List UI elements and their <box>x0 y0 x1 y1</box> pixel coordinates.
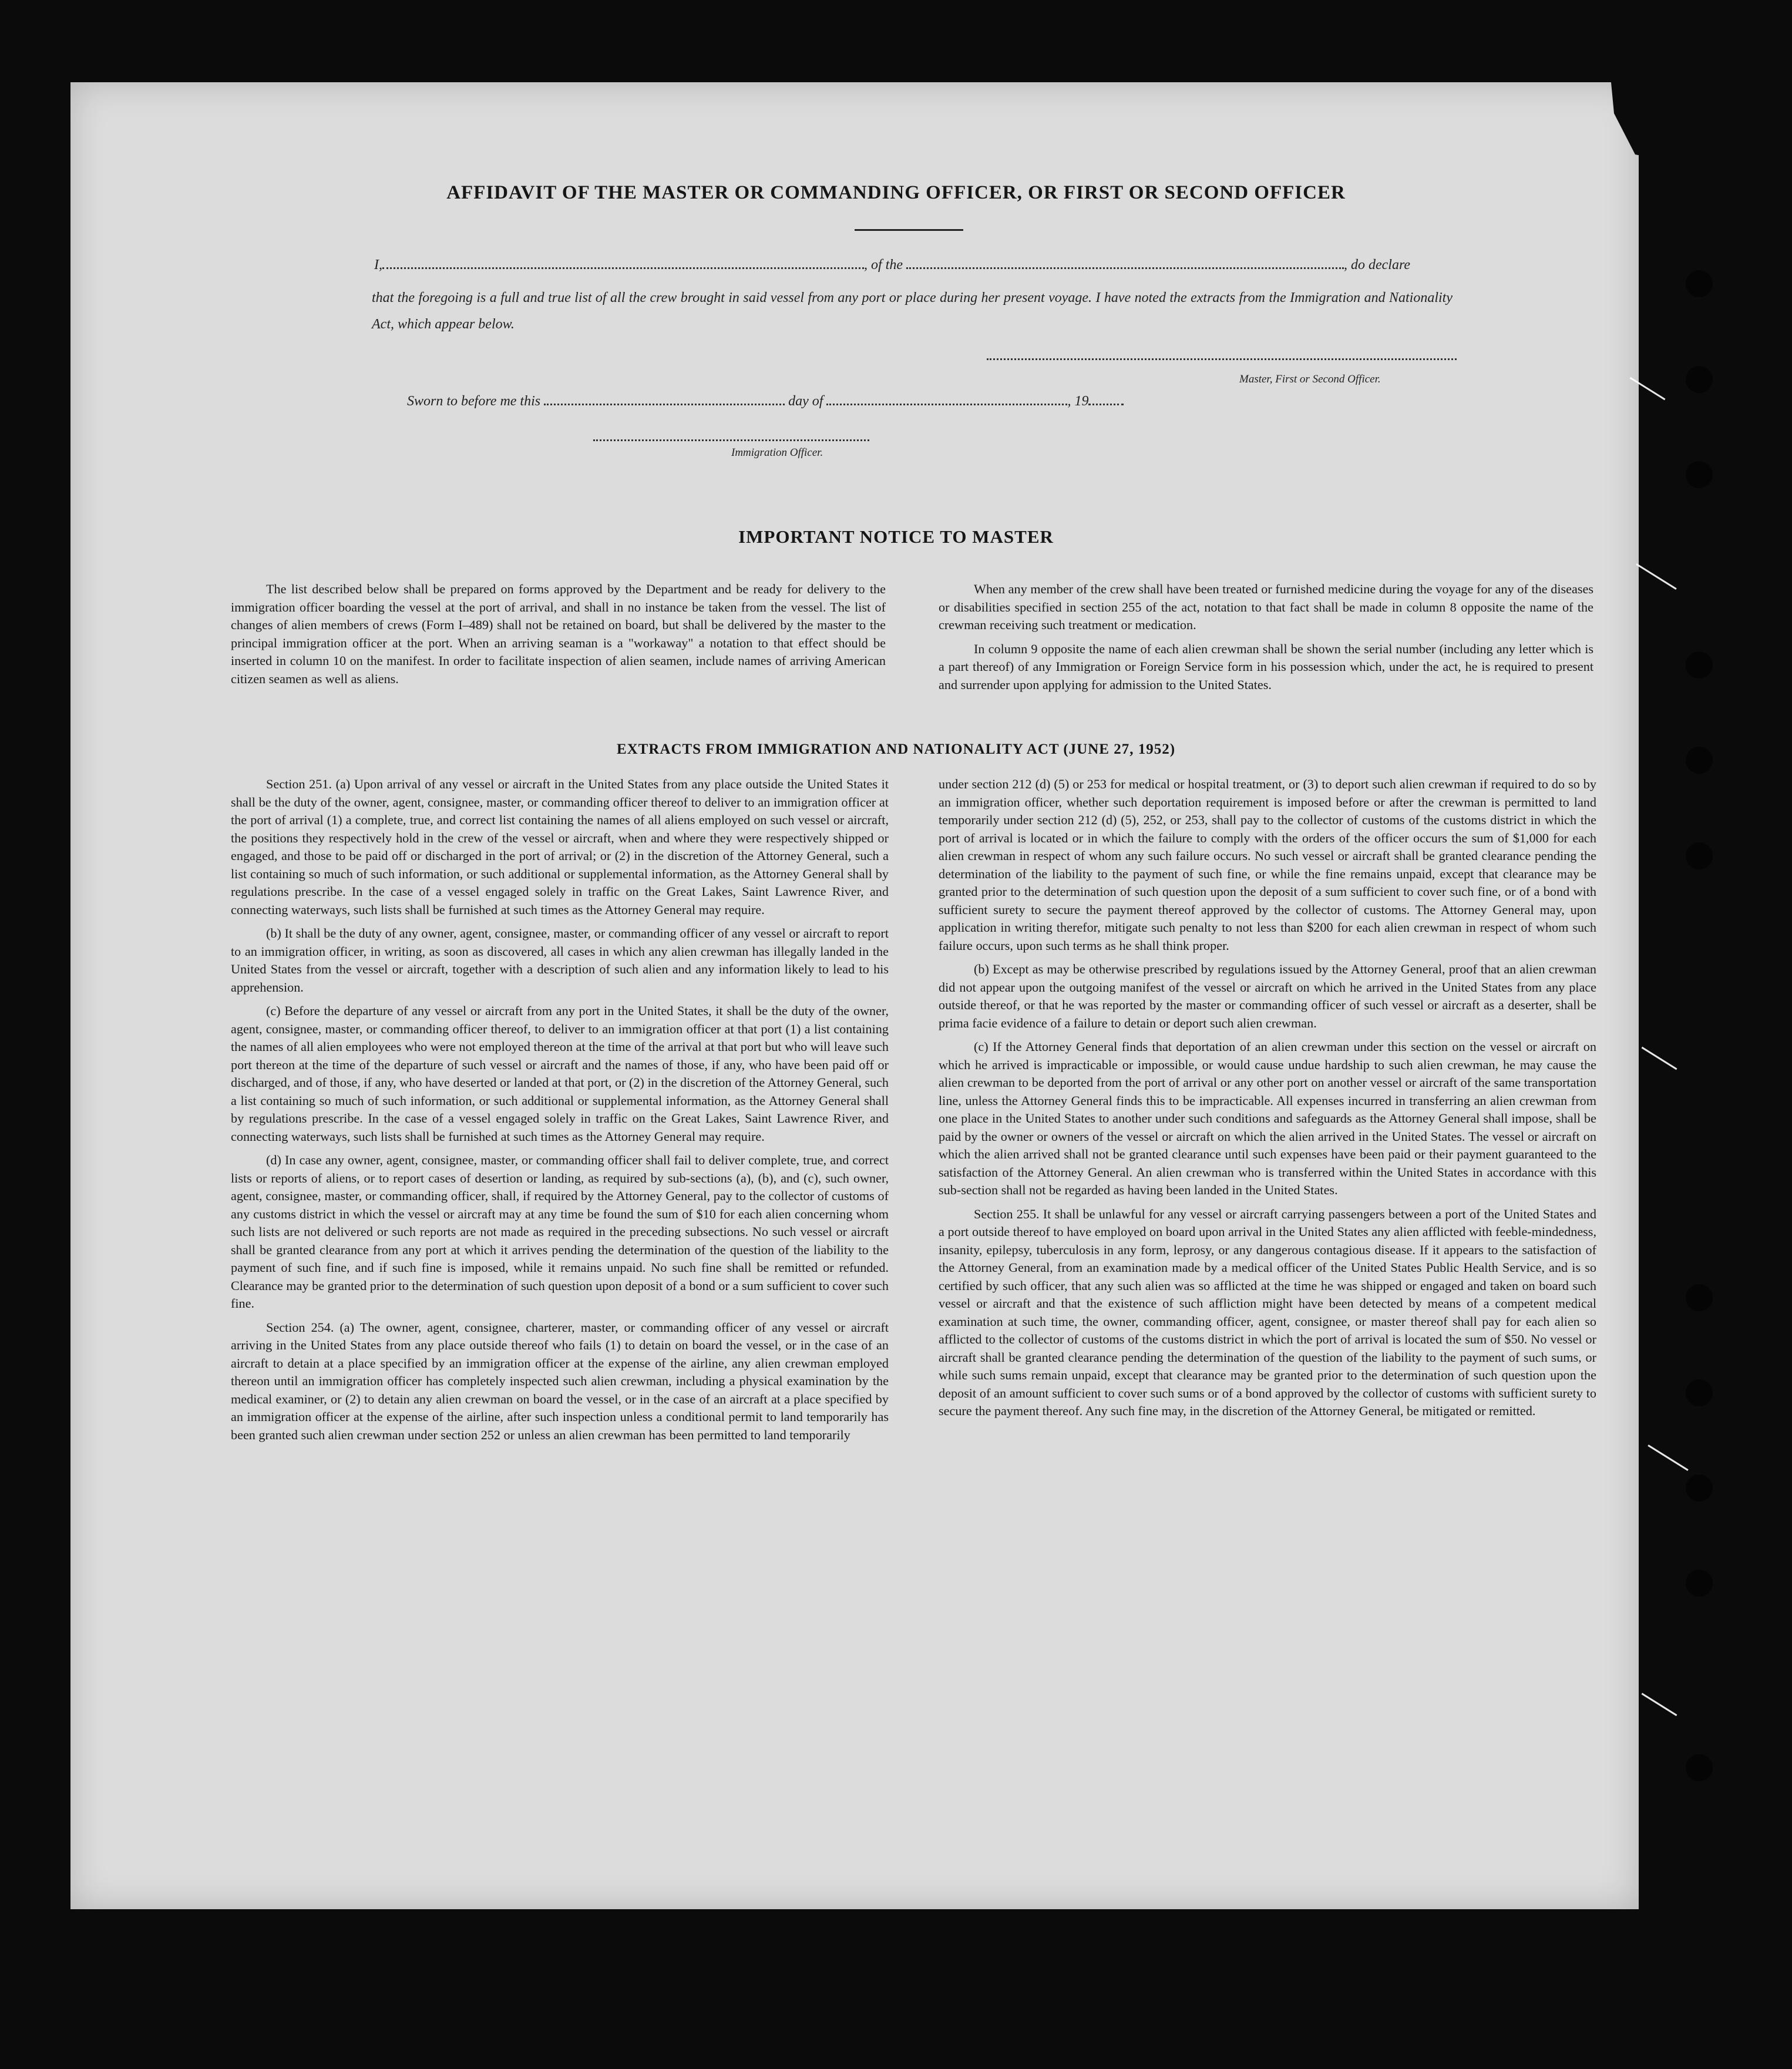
declaration-text: that the foregoing is a full and true list of all the crew brought in said vessel from any port or place during her present voyage. I have noted the extracts from the Immigration and Nationality Act, which appear below. <box>372 290 1453 332</box>
sworn-line <box>407 394 1124 409</box>
do-declare-label: , do declare <box>1344 257 1411 273</box>
master-signature-field[interactable] <box>987 358 1457 360</box>
immigration-officer-caption: Immigration Officer. <box>731 446 823 459</box>
section-254-c: (c) If the Attorney General finds that deportation of an alien crewman under this section on the vessel or aircraft on which he arrived is impracticable or impossible, or would cause undue hardship to such alien crewman, he may cause the alien crewman to be deported from the port of arrival or any other port on another vessel or aircraft of the same transportation line, unless the Attorney General finds this to be impracticable. All expenses incurred in transferring an alien crewman from one place in the United States to another under such conditions and safeguards as the Attorney General shall impose, shall be paid by the owner or owners of the vessel or aircraft on which the alien arrived in the United States. The vessel or aircraft on which the alien arrived shall not be granted clearance until such expenses have been paid or their payment guaranteed to the satisfaction of the Attorney General. An alien crewman who is transferred within the United States in accordance with this sub-section shall not be regarded as having been landed in the United States. <box>939 1039 1596 1197</box>
scan-streak <box>1636 563 1676 590</box>
section-254-a: Section 254. (a) The owner, agent, consignee, charterer, master, or commanding officer of any vessel or aircraft arriving in the United States from any place outside thereof who fails (1) to detain on board the vessel, or in the case of an aircraft to detain at a place specified by an immigration officer at the expense of the airline, any alien crewman employed thereon until an immigration officer has completely inspected such alien crewman, including a physical examination by the medical examiner, or (2) to detain any alien crewman on board the vessel, or in the case of an aircraft at a place specified by an immigration officer at the expense of the airline, after such inspection unless a conditional permit to land temporarily has been granted such alien crewman under section 252 or unless an alien crewman has been permitted to land temporarily <box>231 1319 889 1442</box>
section-251-b: (b) It shall be the duty of any owner, agent, consignee, master, or commanding officer of any vessel or aircraft to report to an immigration officer, in writing, as soon as discovered, all cases in which any alien crewman has illegally landed in the United States from the vessel or aircraft, together with a description of such alien and any information likely to lead to his apprehension. <box>231 926 889 995</box>
notice-title: IMPORTANT NOTICE TO MASTER <box>738 526 1054 547</box>
immigration-officer-field[interactable] <box>593 439 869 441</box>
punch-hole <box>1686 1284 1713 1311</box>
sworn-day-field[interactable] <box>544 404 785 405</box>
punch-hole <box>1686 366 1713 393</box>
notice-right-paragraph-2: In column 9 opposite the name of each alien crewman shall be shown the serial number (including any letter which is a part thereof) of any Immigration or Foreign Service form in his possession which, under the act, he is required to present and surrender upon applying for admission to the United States. <box>939 641 1593 692</box>
sworn-year-field[interactable] <box>1088 404 1124 405</box>
scan-streak <box>1642 1047 1677 1070</box>
punch-hole <box>1686 1754 1713 1781</box>
section-251-d: (d) In case any owner, agent, consignee, master, or commanding officer shall fail to deliver complete, true, and correct lists or reports of aliens, or to report cases of desertion or landing, as required by sub-sections (a), (b), and (c), such owner, agent, consignee, master, or commanding officer, shall, if required by the Attorney General, pay to the collector of customs of any customs district in which the vessel or aircraft may at any time be found the sum of $10 for each alien concerning whom such lists are not delivered or such reports are not made as required in the preceding subsections. No such vessel or aircraft shall be granted clearance from any port at which it arrives pending the determination of the question of the liability to the payment of such fine, and if such fine is imposed, while it remains unpaid. No such fine shall be remitted or refunded. Clearance may be granted prior to the determination of such question upon deposit of a bond or a sum sufficient to cover such fine. <box>231 1153 889 1311</box>
name-field[interactable] <box>382 267 864 269</box>
punch-hole <box>1686 270 1713 297</box>
section-254-b: (b) Except as may be otherwise prescribed by regulations issued by the Attorney General, proof that an alien crewman did not appear upon the outgoing manifest of the vessel or aircraft on which he arrived in the United States from any place outside thereof, or that he was reported by the master or commanding officer of such vessel or aircraft as a deserter, shall be prima facie evidence of a failure to detain or deport such alien crewman. <box>939 962 1596 1030</box>
punch-hole <box>1686 1570 1713 1597</box>
notice-right-column <box>939 580 1593 694</box>
punch-hole <box>1686 1379 1713 1406</box>
year-label: , 19 <box>1067 394 1089 409</box>
notice-left-paragraph: The list described below shall be prepared on forms approved by the Department and be ready for delivery to the immigration officer boarding the vessel at the port of arrival, and shall in no instance be taken from the vessel. The list of changes of alien members of crews (Form I–489) shall not be retained on board, but shall be delivered by the master to the principal immigration officer at the port. When an arriving seaman is a "workaway" a notation to that effect should be inserted in column 10 on the manifest. In order to facilitate inspection of alien seamen, include names of arriving American citizen seamen as well as aliens. <box>231 582 886 686</box>
master-signature-caption: Master, First or Second Officer. <box>1239 373 1381 385</box>
vessel-field[interactable] <box>906 267 1344 269</box>
scan-streak <box>1648 1445 1688 1471</box>
affidavit-title: AFFIDAVIT OF THE MASTER OR COMMANDING OFFICER, OR FIRST OR SECOND OFFICER <box>446 182 1346 203</box>
section-251-a: Section 251. (a) Upon arrival of any vessel or aircraft in the United States from any place outside the United States it shall be the duty of the owner, agent, consignee, master, or commanding officer thereof to deliver to an immigration officer at the port of arrival (1) a complete, true, and correct list containing the names of all aliens employed on such vessel or aircraft, the positions they respectively hold in the crew of the vessel or aircraft, when and where they were respectively shipped or engaged, and those to be paid off or discharged in the port of arrival; or (2) in the discretion of the Attorney General, such a list containing so much of such information, or such additional or supplemental information, as the Attorney General shall by regulations prescribe. In the case of a vessel engaged solely in traffic on the Great Lakes, Saint Lawrence River, and connecting waterways, such lists shall be furnished at such times as the Attorney General may require. <box>231 777 889 917</box>
scan-streak <box>1642 1693 1677 1717</box>
notice-right-paragraph-1: When any member of the crew shall have been treated or furnished medicine during the voyage for any of the diseases or disabilities specified in section 255 of the act, notation to that fact shall be made in column 8 opposite the name of the crewman receiving such treatment or medication. <box>939 582 1593 632</box>
section-251-c: (c) Before the departure of any vessel or aircraft from any port in the United States, it shall be the duty of the owner, agent, consignee, master, or commanding officer thereof, to deliver to an immigration officer at that port (1) a list containing the names of all alien employees who were not employed thereon at the time of the arrival at that port but who will leave such port thereon at the time of the departure of such vessel or aircraft and the names of those, if any, who have been paid off or discharged, and of those, if any, who have deserted or landed at that port, or (2) in the discretion of the Attorney General, such a list containing so much of such information, or such additional or supplemental information, as the Attorney General shall by regulations prescribe. In the case of a vessel engaged solely in traffic on the Great Lakes, Saint Lawrence River, and connecting waterways, such lists shall be furnished at such times as the Attorney General may require. <box>231 1003 889 1144</box>
sworn-month-field[interactable] <box>826 404 1067 405</box>
of-the-label: , of the <box>864 257 903 273</box>
punch-hole <box>1686 651 1713 679</box>
punch-hole <box>1686 461 1713 488</box>
punch-hole <box>1686 842 1713 869</box>
sworn-label: Sworn to before me this <box>407 394 541 409</box>
section-254-a-continued: under section 212 (d) (5) or 253 for medical or hospital treatment, or (3) to deport such alien crewman if required to do so by an immigration officer, whether such deportation requirement is imposed before or after the crewman is permitted to land temporarily under section 212 (d) (5), 252, or 253, shall pay to the collector of customs of the customs district in which the port of arrival is located or in which the failure to comply with the orders of the officer occurs the sum of $1,000 for each alien crewman in respect of whom any such failure occurs. No such vessel or aircraft shall be granted clearance pending the determination of the liability to the payment of such fine, or while the fine remains unpaid, except that clearance may be granted prior to the determination of such question upon the deposit of a sum sufficient to cover such fine, or of a bond with sufficient surety to secure the payment thereof approved by the collector of customs. The Attorney General may, upon application in writing therefor, mitigate such penalty to not less than $200 for each alien crewman in respect of whom such failure occurs, upon such terms as he shall think proper. <box>939 777 1596 953</box>
extracts-left-column <box>231 775 889 1444</box>
extracts-title: EXTRACTS FROM IMMIGRATION AND NATIONALITY ACT (JUNE 27, 1952) <box>616 741 1176 757</box>
notice-left-column <box>231 580 886 688</box>
title-underline <box>855 229 963 231</box>
i-label: I, <box>374 257 382 273</box>
day-of-label: day of <box>788 394 823 409</box>
punch-hole <box>1686 1475 1713 1502</box>
section-255: Section 255. It shall be unlawful for any vessel or aircraft carrying passengers between a port of the United States and a port outside thereof to have employed on board upon arrival in the United States any alien afflicted with feeble-mindedness, insanity, epilepsy, tuberculosis in any form, leprosy, or any dangerous contagious disease. If it appears to the satisfaction of the Attorney General, from an examination made by a medical officer of the United States Public Health Service, and is so certified by such officer, that any such alien was so afflicted at the time he was shipped or engaged and taken on board such vessel or aircraft and that the existence of such affliction might have been detected by means of a competent medical examination at such time, the owner, commanding officer, agent, consignee, or master thereof shall pay for each alien so afflicted to the collector of customs of the customs district in which the port of arrival is located the sum of $50. No vessel or aircraft shall be granted clearance pending the determination of the question of the liability to the payment of such sums, or while such sums remain unpaid, except that clearance may be granted prior to the determination of such question upon the deposit of an amount sufficient to cover such sums or of a bond approved by the collector of customs with sufficient surety to secure the payment thereof. Any such fine may, in the discretion of the Attorney General, be mitigated or remitted. <box>939 1206 1596 1418</box>
affidavit-name-line <box>374 257 1410 273</box>
extracts-right-column <box>939 775 1596 1420</box>
